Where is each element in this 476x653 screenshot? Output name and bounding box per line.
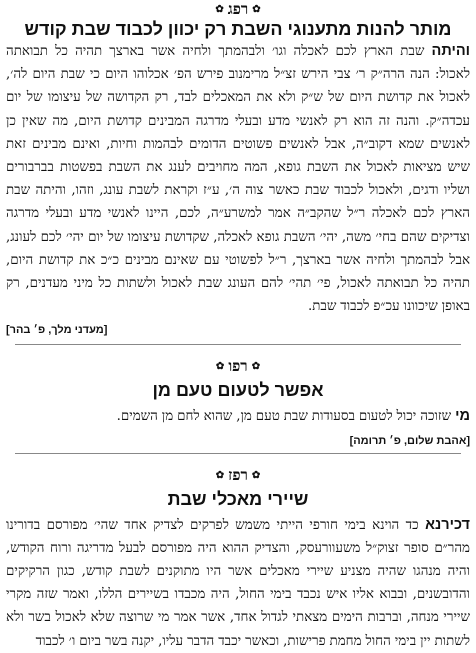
source-citation: [מעדני מלך, פ׳ בהר] — [6, 324, 108, 337]
section-number-row — [6, 0, 470, 18]
ornament-icon: ✿ — [215, 4, 224, 15]
lead-word: מי — [455, 408, 470, 425]
ornament-icon: ✿ — [251, 361, 261, 373]
section-body — [6, 514, 470, 653]
lead-word: דכירנא — [425, 516, 470, 533]
ornament-icon: ✿ — [215, 469, 225, 481]
section-divider — [15, 344, 460, 345]
section-number: רפג — [227, 0, 249, 18]
ornament-icon: ✿ — [252, 4, 261, 15]
body-text: שבת הארץ לכם לאכלה וגו׳ ולבהמתך ולחיה אשר בארצך תהיה כל תבואתה לאכול: הנה הרה״ק ר׳ צבי הירש זצ״ל מרימנוב פירש הפ׳ אכלוהו היום כי שבת היום לה׳, לאכול את קדושת היום של ש״ק ולא את המאכלים לבד, רק הקדושה של עיצומו של יום עכדה״ק. והנה זה הוא רק לאנשי מדע ובעלי מדרגה המבינים קדושת היום, מה שאין כן לאנשים שמא דקוב״ה, אבל לאנשים פשוטים הדומים לבהמות וחיות, ואינם מבינים זאת שיש מציאות לאכול את השבת גופא, המה מחויבים לענג את השבת בפשטות בברבורים ושליו ודגים, ולאכול לכבוד שבת כאשר צוה ה׳, ע״ז וקראת לשבת עונג, וזהו, והיתה שבת הארץ לכם לאכלה ר״ל שהקב״ה אמר למשרע״ה, לכם, היינו לאנשי מדע ובעלי מדרגה וצדיקים שהם בחי׳ משה, יהי׳ השבת גופא לאכלה, שקדושת עיצומו של יום יהי׳ לכם לעונג, אבל לבהמתך ולחיה אשר בארצך, ר״ל לפשוטי עם שאינם מבינים כ״כ את קדושת היום, תהיה כל תבואתה לאכול, פי׳ תהי׳ להם העונג שבת לאכול ולשתות כל מיני מעדנים, רק באופן שיכוונו עכ״פ לכבוד שבת. — [6, 44, 470, 315]
section-title: שיירי מאכלי שבת — [167, 488, 309, 509]
section-title: אפשר לטעום טעם מן — [152, 380, 324, 401]
source-citation-row — [6, 318, 470, 338]
section-number-row — [6, 357, 470, 375]
document-page — [6, 0, 470, 649]
source-citation: [אהבת שלום, פ׳ תרומה] — [349, 434, 470, 447]
section-number-row — [6, 466, 470, 484]
section-number: רפז — [228, 465, 248, 484]
section-title: מותר להנות מתענוגי השבת רק יכוון לכבוד שבת קודש — [24, 19, 452, 39]
body-text: שזוכה יכול לטעום בסעודות שבת טעם מן, שהוא לחם מן השמים. — [116, 409, 456, 425]
lead-word: והיתה — [431, 43, 470, 59]
section-divider — [15, 453, 460, 454]
section-number: רפו — [228, 357, 248, 376]
ornament-icon: ✿ — [251, 469, 261, 481]
section-body — [6, 405, 470, 428]
ornament-icon: ✿ — [215, 361, 225, 373]
body-text: כד הוינא בימי חורפי הייתי משמש לפרקים לצדיק אחד שהי׳ מפורסם בדורינו מהר״ם סופר זצוק״ל משעוורעסק, והצדיק ההוא היה מפורסם לבעל מדריגה ורוח הקודש, והיה מנהגו שהיה מצניע שיירי מאכלים אשר היו מתוקנים לשבת קודש, כגון הרקיקים והדובשנים, ובבוא אליו איש נכבד בימי החול, היה מכבדו בשיירים הללו, ואמר שזה מקרי שיירי מנחה, וברבות הימים מצאתי לגדול אחד, אשר אמר מי שרוצה שלא לאכול בשר ולא לשתות יין בימי החול מחמת פרישות, וכאשר יכבד הדבר עליו, יקנה בשר ביום ו׳ לכבוד — [6, 517, 470, 649]
source-citation-row — [6, 429, 470, 449]
section-body — [6, 40, 470, 318]
